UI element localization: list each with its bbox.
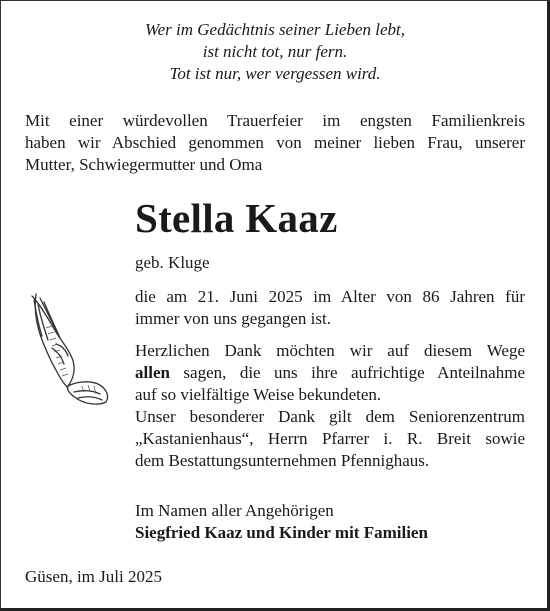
quote-line: ist nicht tot, nur fern. [202, 42, 348, 61]
intro-line: Mutter, Schwiegermutter und Oma [25, 155, 263, 174]
place-date: Güsen, im Juli 2025 [25, 567, 162, 586]
death-line: die am 21. Juni 2025 im Alter von 86 Jahren für [135, 287, 525, 306]
thanks-line [135, 362, 525, 384]
death-line: immer von uns gegangen ist. [135, 309, 331, 328]
thanks-emphasis: allen [135, 363, 170, 382]
thanks-line: Unser besonderer Dank gilt dem Seniorenzentrum [135, 407, 525, 426]
signature-block [135, 500, 525, 544]
intro-line: Mit einer würdevollen Trauerfeier im engsten Familienkreis [25, 111, 525, 130]
thanks-line: Herzlichen Dank möchten wir auf diesem Wege [135, 341, 525, 360]
thanks-line: dem Bestattungsunternehmen Pfennighaus. [135, 451, 430, 470]
death-text [135, 286, 525, 330]
thanks-text [135, 340, 525, 472]
praying-hands-icon [18, 288, 118, 408]
quote-line: Tot ist nur, wer vergessen wird. [169, 64, 381, 83]
thanks-line: auf so vielfältige Weise bekundeten. [135, 385, 382, 404]
quote-line: Wer im Gedächtnis seiner Lieben lebt, [145, 20, 405, 39]
signature-names: Siegfried Kaaz und Kinder mit Familien [135, 523, 428, 542]
thanks-line: „Kastanienhaus“, Herrn Pfarrer i. R. Breit sowie [135, 429, 525, 448]
deceased-name: Stella Kaaz [135, 195, 338, 241]
signature-intro: Im Namen aller Angehörigen [135, 501, 334, 520]
intro-line: haben wir Abschied genommen von meiner lieben Frau, unserer [25, 133, 525, 152]
thanks-line-rest: sagen, die uns ihre aufrichtige Anteilnahme [169, 363, 525, 382]
birth-name: geb. Kluge [135, 253, 210, 272]
intro-text [25, 110, 525, 176]
memorial-quote [0, 19, 550, 85]
